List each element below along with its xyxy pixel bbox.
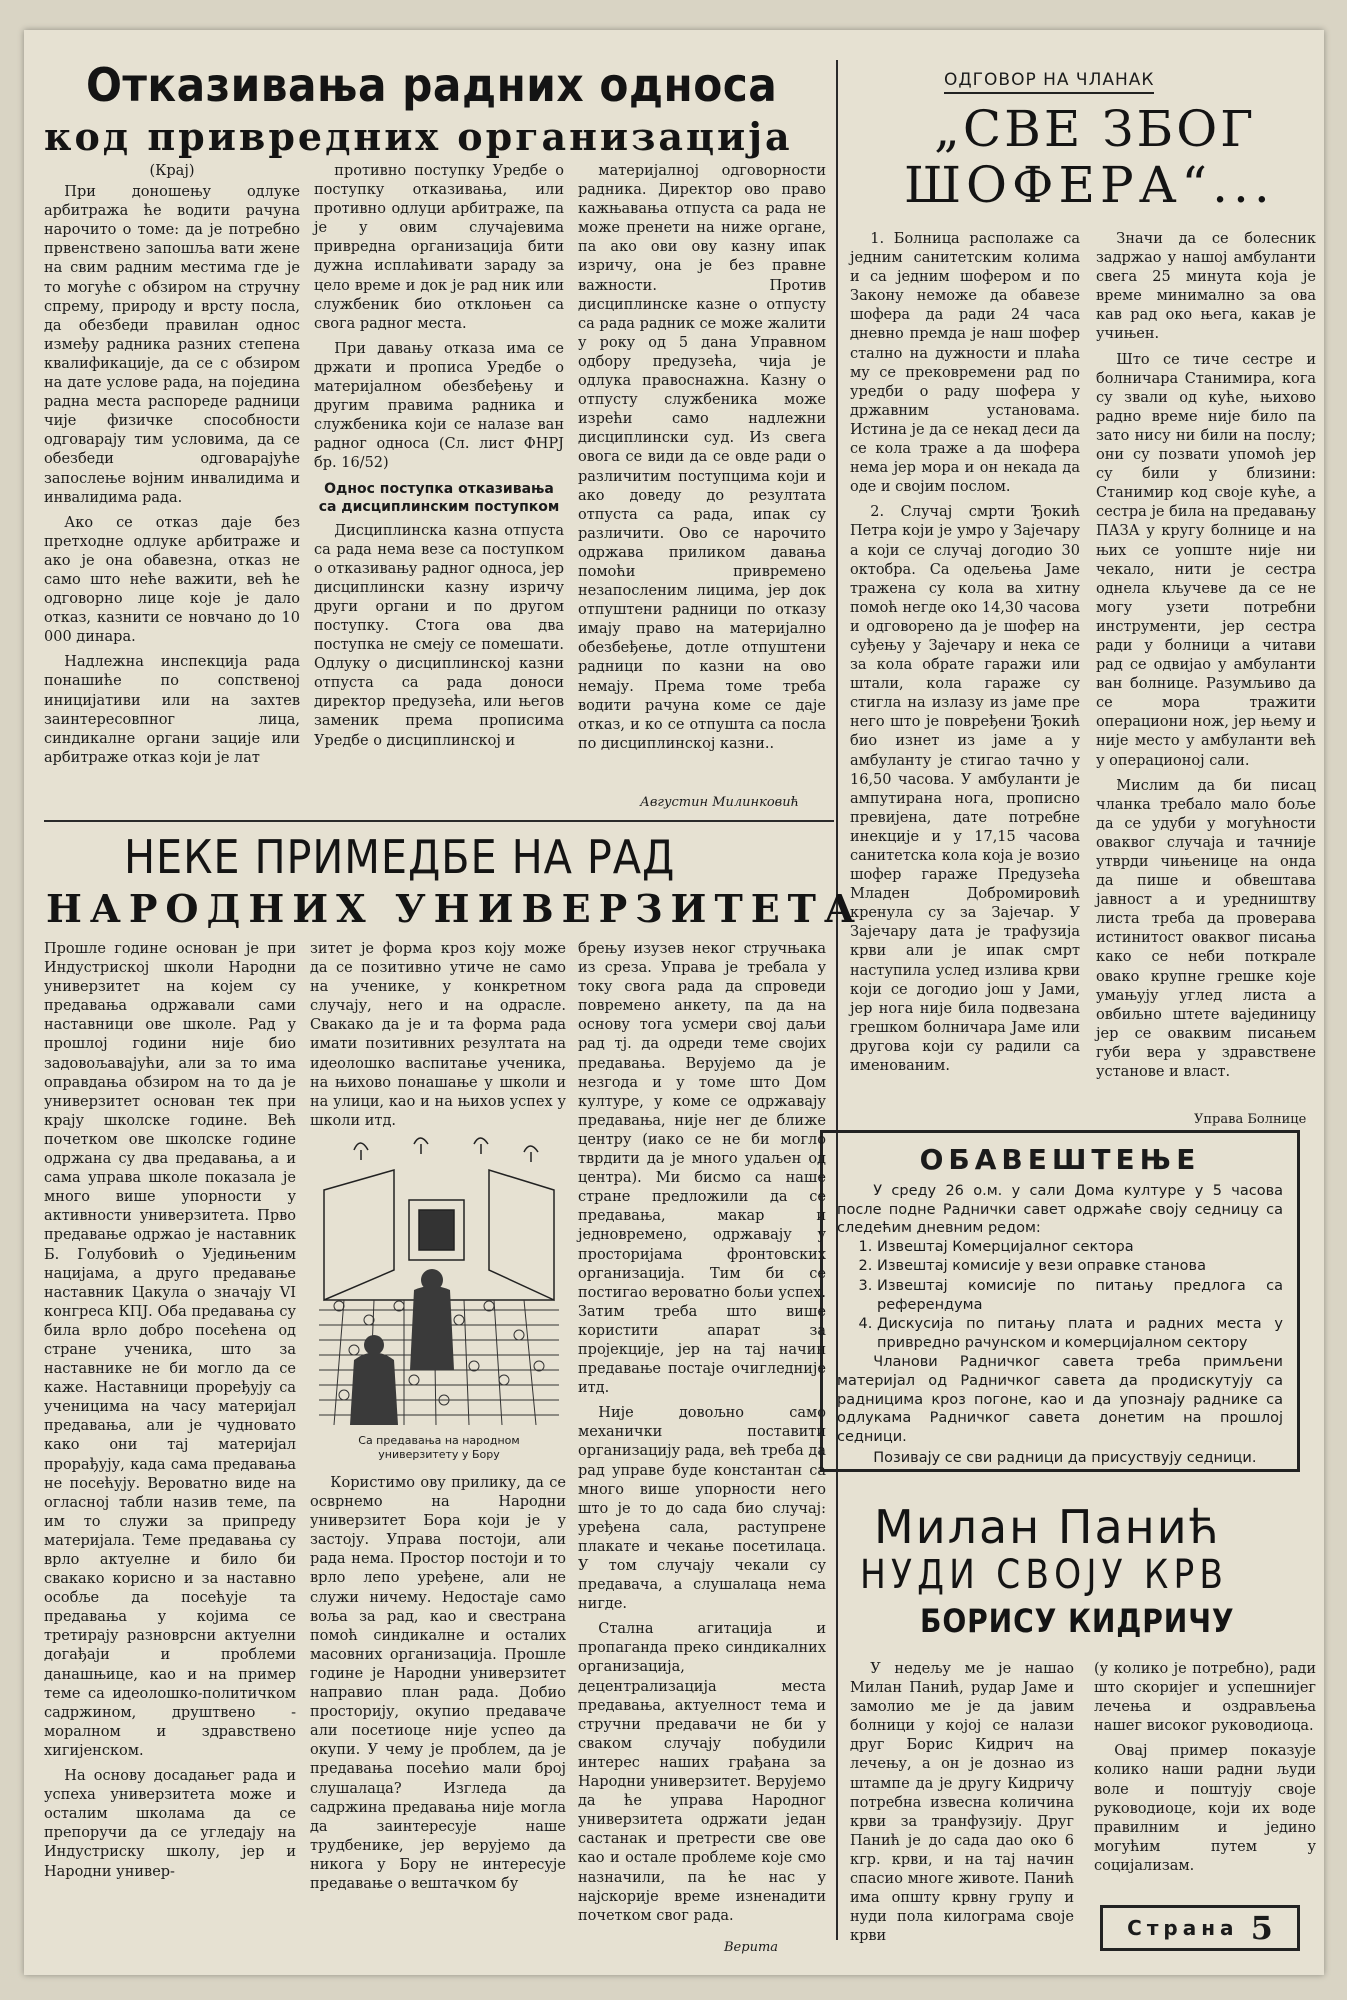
page-number-badge xyxy=(1100,1905,1300,1951)
paragraph: При доношењу одлуке арбитража ће водити рачуна нарочито о томе: да је потребно првенствено запошља вати жене на свим радним местима где је то могуће с обзиром на стручну спрему, природу и врсту посла, да обезбеди правилан однос између радника разних степена квалификације, да се с обзиром на дате услове рада, на појединa радна места распореде радници чије физичке способности одговарају тим условима, да се обезбеди одговарајуће запослење војним инвалидима и инвалидима рада. xyxy=(44,184,300,506)
paragraph: Стална агитација и пропаганда преко синдикалних организација, децентрализација места предавања, актуелност тема и стручни предавачи не би у сваком случају побудили интерес наших грађана за Народни универзитет. Верујемо да ће управа Народног универзитета одржати један састанак и претрести све ове као и остале проблеме које смо назначили, па ће нас у најскорије време изненадити почетком свог рада. xyxy=(578,1621,826,1924)
article1-subheading: Однос поступка отказивања са дисциплинским поступком xyxy=(318,480,560,515)
paragraph: Значи да се болесник задржао у нашој амбуланти свега 25 минута која је време минимално за ова кав рад око њега, какав је учињен. xyxy=(1096,231,1316,343)
paragraph: 2. Случај смрти Ђокић Петра који је умро у Зајечару а који се случај догодио 30 октобра. Са одељења Јаме тражена су кола ва хитну помоћ негде око 14,30 часова и одговорено да је шофер на суђењу у Зајечару и нека се за кола обрате гаражи или штали, кола гараже су стигла на излазу из јаме пре него што је повређени Ђокић био изнет из јаме а у амбуланту је стигао тачно у 16,50 часова. У амбуланти је ампутирана нога, прописно превијена, дате потребне инекције и у 17,15 часова санитетска кола која је возио шофер гараже Предузећа Младен Добромировић кренула су за Зајечар. У Зајечару дата је трафузија крви али је ипак смрт наступила услед излива крви који се догодио још у Јами, јер нога није била подвезана грешком болничара Јаме или другова који су радили са именованим. xyxy=(850,504,1080,1075)
article4-title-line1: Милан Панић xyxy=(874,1500,1221,1554)
article4-column-2 xyxy=(1094,1660,1316,1900)
paragraph: Што се тиче сестре и болничара Станимира, кога су звали од куће, њихово радно време није било па зато нису ни били на послу; они су позвати упомоћ јер су били у близини: Станимир код своје куће, а сестра је била на предавању ПАЗА у кругу болнице и на њих се уопште није ни чекало, нити је сестра однела кључеве да се не могу узети потребни инструменти, јер сестра ради у болници а читави рад се одвијао у амбуланти ван болнице. Разумљиво да се мора тражити операциони нож, јер њему и није место у амбуланти већ у операционој сали. xyxy=(1096,351,1316,769)
article2-column-1 xyxy=(850,230,1080,1130)
notice-box xyxy=(820,1130,1300,1472)
paragraph: зитет је форма кроз коју може да се позитивно утиче не само на ученике, у конкретном случају, него и на одрасле. Свакако да је и та форма рада имати позитивних резултата на идеолошко васпитање ученика, на њихово понашање у школи и на улици, као и на њихов успех у школи итд. xyxy=(310,941,566,1129)
article1-title-line1: Отказивања радних односа xyxy=(86,58,778,112)
agenda-item: 2. Извештај комисије у вези оправке станова xyxy=(877,1257,1283,1276)
illustration-caption: Са предавања на народном универзитету у Бору xyxy=(358,1434,520,1461)
article2-signature: Управа Болнице xyxy=(1194,1112,1307,1127)
paragraph: При давању отказа има се држати и прописа Уредбе о материјалном обезбеђењу и другим правима радника и службеника који се налазе ван радног односа (Сл. лист ФНРЈ бр. 16/52) xyxy=(314,340,564,472)
article1-signature: Августин Милинковић xyxy=(640,795,799,810)
notice-title: ОБАВЕШТЕЊЕ xyxy=(919,1143,1201,1176)
article3-column-3 xyxy=(578,940,826,1940)
paragraph: На основу досадањег рада и успеха универзитета може и осталим школама да се препоручи да се угледају на Индустриску школу, јер и Народни универ- xyxy=(44,1768,296,1880)
paragraph: Надлежна инспекција рада понашиће по сопственој иницијативи или на захтев заинтересовпног лица, синдикалне органи зације или арбитраже отказ који је лат xyxy=(44,654,300,766)
agenda-item: 3. Извештај комисије по питању предлога са референдума xyxy=(877,1277,1283,1314)
notice-agenda-list xyxy=(837,1238,1283,1353)
paragraph: противно поступку Уредбе о поступку отказивања, или противно одлуци арбитраже, па је у овим случајевима привредна организација бити дужна исплаћивати зараду за цело време и док је рад ник или службеник био отклоњен са свога радног места. xyxy=(314,163,564,332)
article1-column-2 xyxy=(314,162,564,802)
notice-text: Чланови Радничког савета треба примљени материјал од Радничког савета да продискутују са радницима кроз погоне, као и да упознају раднике са одлукама Радничког савета донетим на прошлој седници. xyxy=(837,1354,1283,1445)
agenda-item: 1. Извештај Комерцијалног сектора xyxy=(877,1238,1283,1257)
paragraph: Овај пример показује колико наши радни људи воле и поштују своје руководиоце, који их воде правилним и једино могућим путем у социјализам. xyxy=(1094,1743,1316,1874)
paragraph: 1. Болница располаже са једним санитетским колима и са једним шофером и по Закону неможе да обавезе шофера да ради 24 часа дневно премда је наш шофер стално на дужности и плаћа му се прековремени рад по уредби о раду шофера у државним установама. Истина је да се некад деси да се кола тражe а да шофера нема јер мора и он некада да оде и својим послом. xyxy=(850,231,1080,496)
paragraph: Ако се отказ даје без претходне одлуке арбитраже и ако је она обавезна, отказ не само што неће важити, већ ће одговорно лице које је дало отказ, казнити се новчано до 10 000 динара. xyxy=(44,514,300,646)
paragraph: У недељу ме је нашао Милан Панић, рудар Јаме и замолио ме је да јавим болници у којој се налази друг Борис Кидрич на лечењу, а он је дознао из штампе да је другу Кидричу потребна извесна количина крви за транфузију. Друг Панић је до сада дао око 6 кгр. крви, и на тај начин спасио многе животе. Панић има општу крвну групу и нуди пола килограма своје крви xyxy=(850,1661,1074,1945)
section-divider xyxy=(44,820,834,822)
paragraph: Мислим да би писац чланка требало мало боље да се удуби у могућности оваквог случаја и тачније утврди чињенице на онда да пише и обвештава јавност а и уредништву листа треба да проверава истинитост оваквог писања како се неби поткрале овако крупне грешке које умањују углед листа а овбиљно штете вајединицу јер се оваквим писањeм губи вера у здравствене установе и власт. xyxy=(1096,777,1316,1081)
article4-title-line3: БОРИСУ КИДРИЧУ xyxy=(920,1602,1235,1640)
article2-column-2 xyxy=(1096,230,1316,1110)
article1-column-1 xyxy=(44,162,300,766)
paragraph: Користимо ову прилику, да се осврнемо на Народни универзитет Бора који је у застоју. Управа постоји, али рада нема. Простор постоји и то врло лепо уређене, али не служи ничему. Недостаје само воља за рад, као и свестрана помоћ синдикалне и осталих масовних организација. Прошле године је Народни универзитет направио план рада. Добио просторију, окупио предаваче али посетиоце није успео да окупи. У чему је проблем, да је предавања посећио мали број слушалаца? Изгледа да садржина предавања није могла да заинтересује наше трудбенике, јер верујемо да никога у Бору не интересује предавање о вештачком бу xyxy=(310,1475,566,1892)
paragraph: брењу изузев неког стручњака из среза. Управа је требала у току свога рада да спроведи повремено анкету, па да на основу тога усмери свој даљи рад тј. да одреди теме својих предавања. Верујемо да је незгода и у томе што Дом културе, у коме се одржавају предавања, није нег де ближе центру (иако се не би могло тврдити да је много удаљен од центра). Ми бисмо са наше стране предложили да се предавања, макар и једновремено, одржавају у просторијама фронтовских организација. Тим би се постигао вероватно бољи успех. Затим треба што више користити апарат за пројекције, јер на тај начин предавање постаје очигледније итд. xyxy=(578,941,827,1397)
article1-title-line2: код привредних организација xyxy=(44,114,793,159)
notice-body xyxy=(837,1182,1283,1468)
agenda-item: 4. Дискусија по питању плата и радних места у привредно рачунском и комерцијалном сектору xyxy=(877,1315,1283,1352)
paragraph: (у колико је потребно), ради што скоријег и успешнијег лечења и оздрављења нашег високог руководиоца. xyxy=(1094,1661,1316,1735)
newspaper-page xyxy=(24,30,1324,1975)
article3-column-2b xyxy=(310,1474,566,1939)
paragraph: материјалној одговорности радника. Директор ово право кажњавања отпуста са рада не може пренети на ниже органе, па ако ови ову казну ипак изричу, она је без правне важности. Против дисциплинске казне о отпусту са рада радник се може жалити у року од 5 дана Управном одбору предузећа, чија је одлука правоснажна. Казну о отпусту службеника може изрећи само надлежни дисциплински суд. Из свега овога се види да се овде ради о различитим поступцима који и ако доведу до резултата отпуста са рада, ипак су различити. Ово се нарочито одржава приликом давања помоћи привремено незапосленим лицима, јер док отпуштени радници по отказу имају право на материјално обезбеђење, дотле отпуштени радници по казни на ово немају. Према томе треба водити рачуна коме се даје отказ, и ко се отпушта са посла по дисциплинској казни.. xyxy=(578,163,826,752)
lecture-hall-drawing xyxy=(314,1130,564,1430)
notice-closing: Позивају се сви радници да присуствују седници. xyxy=(873,1450,1257,1467)
lecture-illustration xyxy=(314,1130,564,1430)
article2-title-line2: ШОФЕРА“... xyxy=(904,156,1275,214)
article3-column-1 xyxy=(44,940,296,1940)
article4-title-line2: НУДИ СВОЈУ КРВ xyxy=(860,1552,1229,1598)
article4-column-1 xyxy=(850,1660,1074,1950)
paragraph: Дисциплинска казна отпуста са рада нема везе са поступком о отказивању радног односа, јер дисциплински казну изричу други органи и по другом поступку. Стога ова два поступка не смеју се помешати. Одлуку о дисциплинској казни отпуста са рада доноси директор предузећа, или његов заменик према прописима Уредбе о дисциплинској и xyxy=(314,522,564,749)
notice-intro: У среду 26 о.м. у сали Дома културе у 5 часова после подне Раднички савет одржаће своју седницу са следећим дневним редом: xyxy=(837,1183,1283,1237)
article3-title-line2: НАРОДНИХ УНИВЕРЗИТЕТА xyxy=(46,886,863,931)
article3-signature: Верита xyxy=(724,1940,779,1955)
article3-title-line1: НЕКЕ ПРИМЕДБЕ НА РАД xyxy=(124,830,676,884)
page-label: Страна xyxy=(1127,1916,1239,1940)
column-divider xyxy=(836,60,838,1940)
article2-kicker: ОДГОВОР НА ЧЛАНАК xyxy=(944,70,1154,94)
article1-column-3 xyxy=(578,162,826,790)
page-number: 5 xyxy=(1250,1909,1273,1947)
paragraph: Прошле године основан је при Индустриској школи Народни универзитет на којем су предавања одржавали сами наставници ове школе. Рад у прошлој години није био задовољавајући, али за то има оправдања обзиром на то да је универзитет основан тек при крају школске године. Већ почетком ове школске године одржана су два предавања, а и сама управа школе показала је много више упорности у активности универзитета. Прво предавање одржао је наставник Б. Голубовић о Уједињеним нацијама, а друго предавање наставник Цакула о значају VI конгреса КПЈ. Оба предавања су била врло добро посећена од стране ученика, што за наставнике не би могло да се каже. Наставници проређују са ученицима на часу материјал предавања, али је чудновато како они тај материјал прорађују, када сама предавања не посећују. Вероватно виде на огласној табли назив теме, па им то служи за припреду материјала. Теме предавања су врло актуелне и било би свакако корисно и за наставно особље да посећује та предавања у којима се третирају разноврсни актуелни догађаји и проблеми данашњице, као и на пример теме са идеолошко-политичком садржином, друштвено - моралном и здравственo хигијенском. xyxy=(44,941,296,1759)
article1-kraj: (Крај) xyxy=(149,163,195,179)
paragraph: Није довољно само механички поставити организацију рада, већ треба да рад управе буде константан са много више упорности него што је то до сада био случај: уређена сала, раступрене плакате и чекање посетилаца. У том случају чекали су предавача, а слушалаца нема нигде. xyxy=(578,1405,826,1613)
article2-title-line1: „СВЕ ЗБОГ xyxy=(934,100,1257,158)
